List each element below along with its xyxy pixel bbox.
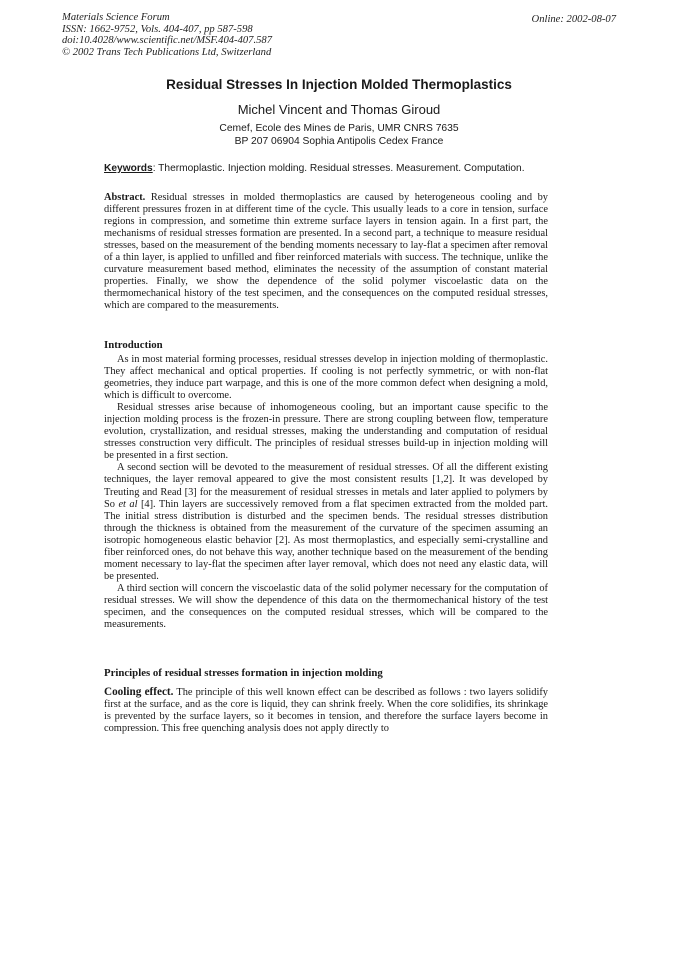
copyright-line: © 2002 Trans Tech Publications Ltd, Switzerland [62, 46, 272, 58]
intro-p3-part-a: A second section will be devoted to the measurement of residual stresses. Of all the different existing techniques, the layer removal appeared to give the most consistent results [1,2]. It was developed by Treuting and Read [3] for the measurement of residual stresses in metals and later applied to polymers by So [104, 462, 548, 510]
doi-line[interactable]: doi:10.4028/www.scientific.net/MSF.404-407.587 [62, 35, 272, 47]
keywords-text: : Thermoplastic. Injection molding. Residual stresses. Measurement. Computation. [152, 163, 525, 174]
abstract [104, 192, 548, 312]
intro-p3-part-b: [4]. Thin layers are successively removed from a flat specimen extracted from the molded part. The initial stress distribution is disturbed and the specimen bends. The residual stresses distribution through the thickness is obtained from the measurement of the curvature of the specimen assuming an isotropic homogeneous elastic behavior [2]. As most thermoplastics, and especially semi-crystalline and fiber reinforced ones, do not behave this way, another technique based on the measurement of the bending moment necessary to lay-flat the specimen after layer removal, which does not need any elastic data, will be presented. [104, 498, 548, 582]
cooling-effect-label: Cooling effect. [104, 686, 174, 698]
keywords-label: Keywords [104, 163, 153, 174]
journal-header [62, 12, 272, 58]
introduction-heading: Introduction [104, 339, 163, 351]
intro-paragraph-4: A third section will concern the viscoelastic data of the solid polymer necessary for the computation of residual stresses. We will show the dependence of this data on the thermomechanical history of the test specimen, and the consequences on the computed residual stresses, which will be compared to the measurements. [104, 582, 548, 631]
intro-paragraph-3 [104, 462, 548, 582]
abstract-text: Residual stresses in molded thermoplastics are caused by heterogeneous cooling and by different pressures frozen in at different time of the cycle. This usually leads to a core in tension, surface regions in compression, and sometime thin extreme surface layers in tension again. In a first part, the mechanisms of residual stresses formation are presented. In a second part, a technique to measure residual stresses, based on the measurement of the bending moments necessary to lay-flat a specimen after removal of a thin layer, is applied to unfilled and fiber reinforced materials with success. The technique, unlike the curvature measurement based method, eliminates the necessity of the assumption of constant material properties. Finally, we show the dependence of the solid polymer viscoelastic data on the thermomechanical history of the test specimen, and the consequences on the computed residual stresses, which are compared to the measurements. [104, 192, 548, 312]
abstract-label: Abstract. [104, 192, 146, 203]
intro-p3-etal: et al [118, 498, 138, 510]
introduction-body [104, 354, 548, 631]
intro-paragraph-2: Residual stresses arise because of inhomogeneous cooling, but an important cause specific to the injection molding process is the frozen-in pressure. There are strong coupling between flow, temperature evolution, crystallization, and residual stresses, making the understanding and computation of residual stresses construction very difficult. The principles of residual stresses build-up in injection molding will be presented in a first section. [104, 402, 548, 462]
affiliation-line-2: BP 207 06904 Sophia Antipolis Cedex France [234, 135, 444, 147]
issn-line: ISSN: 1662-9752, Vols. 404-407, pp 587-598 [62, 23, 253, 35]
cooling-effect-paragraph [104, 686, 548, 735]
cooling-effect-text: The principle of this well known effect can be described as follows : two layers solidify first at the surface, and as the core is liquid, they can shrink freely. When the core solidifies, its shrinkage is prevented by the surface layers, so it becomes in tension, and therefore the surface layers become in compression. This free quenching analysis does not apply directly to [104, 687, 549, 735]
affiliation-line-1: Cemef, Ecole des Mines de Paris, UMR CNRS 7635 [219, 123, 459, 134]
affiliation [0, 123, 678, 148]
paper-authors: Michel Vincent and Thomas Giroud [237, 102, 441, 117]
journal-name: Materials Science Forum [62, 12, 170, 23]
principles-heading: Principles of residual stresses formation in injection molding [104, 667, 383, 679]
online-date: Online: 2002-08-07 [531, 14, 616, 25]
keywords [104, 163, 574, 174]
intro-paragraph-1: As in most material forming processes, residual stresses develop in injection molding of thermoplastic. They affect mechanical and optical properties. If cooling is not perfectly symmetric, or with non-flat geometries, they induce part warpage, and this is one of the more common defect when designing a mold, which is difficult to overcome. [104, 354, 548, 402]
paper-title: Residual Stresses In Injection Molded Thermoplastics [166, 77, 512, 92]
